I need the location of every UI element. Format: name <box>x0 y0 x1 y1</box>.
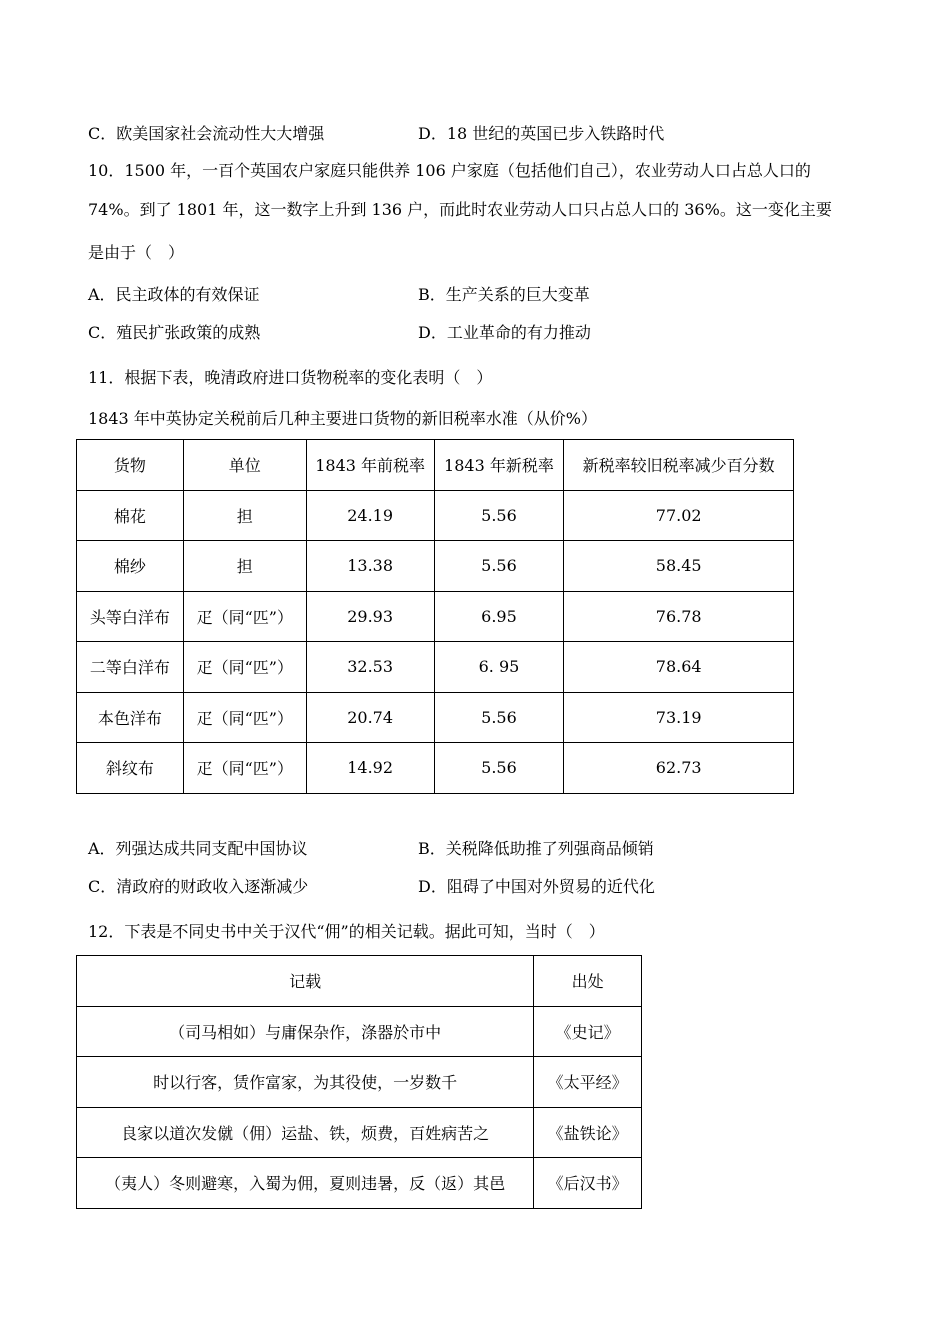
q10-option-d[interactable]: D．工业革命的有力推动 <box>418 323 591 342</box>
table-cell: 《盐铁论》 <box>534 1107 642 1158</box>
q11-options-row-cd <box>88 876 888 898</box>
header-cell: 新税率较旧税率减少百分数 <box>564 440 794 491</box>
table-cell: 5.56 <box>434 743 564 794</box>
q10-options-row-cd <box>88 322 888 344</box>
table-cell: 《太平经》 <box>534 1057 642 1108</box>
table-cell: 78.64 <box>564 642 794 693</box>
table-cell: 棉纱 <box>77 541 184 592</box>
table-row <box>77 591 794 642</box>
table-cell: 76.78 <box>564 591 794 642</box>
table-cell: 疋（同“匹”） <box>183 642 306 693</box>
table-cell: 58.45 <box>564 541 794 592</box>
q10-stem-line3: 是由于（ ） <box>88 243 185 262</box>
table-header-row <box>77 440 794 491</box>
header-cell: 1843 年前税率 <box>306 440 434 491</box>
table-cell: 20.74 <box>306 692 434 743</box>
header-cell: 货物 <box>77 440 184 491</box>
table-cell: 5.56 <box>434 692 564 743</box>
table-cell: 棉花 <box>77 490 184 541</box>
table-cell: 二等白洋布 <box>77 642 184 693</box>
table-row <box>77 490 794 541</box>
q10-stem-line1: 10．1500 年，一百个英国农户家庭只能供养 106 户家庭（包括他们自己），农业劳动人口占总人口的 <box>88 161 811 180</box>
table-cell: 疋（同“匹”） <box>183 743 306 794</box>
header-cell: 记载 <box>77 956 534 1007</box>
q11-stem: 11．根据下表，晚清政府进口货物税率的变化表明（ ） <box>88 368 493 387</box>
table-row <box>77 1057 642 1108</box>
table-cell: 73.19 <box>564 692 794 743</box>
table-row <box>77 1158 642 1209</box>
q10-option-c[interactable]: C．殖民扩张政策的成熟 <box>88 323 261 342</box>
q11-option-c[interactable]: C．清政府的财政收入逐渐减少 <box>88 877 309 896</box>
q10-option-a[interactable]: A．民主政体的有效保证 <box>88 285 260 304</box>
table-cell: （司马相如）与庸保杂作，涤器於市中 <box>77 1006 534 1057</box>
q12-stem: 12．下表是不同史书中关于汉代“佣”的相关记载。据此可知，当时（ ） <box>88 922 605 941</box>
table-cell: 5.56 <box>434 541 564 592</box>
tariff-table <box>76 439 794 794</box>
table-cell: 《后汉书》 <box>534 1158 642 1209</box>
q11-options-row-ab <box>88 838 888 860</box>
table-cell: 24.19 <box>306 490 434 541</box>
table-cell: 担 <box>183 490 306 541</box>
table-cell: 5.56 <box>434 490 564 541</box>
q11-option-d[interactable]: D．阻碍了中国对外贸易的近代化 <box>418 877 655 896</box>
table-cell: 13.38 <box>306 541 434 592</box>
table-cell: 29.93 <box>306 591 434 642</box>
table-cell: 32.53 <box>306 642 434 693</box>
q10-stem-line2: 74%。到了 1801 年，这一数字上升到 136 户，而此时农业劳动人口只占总人口的 36%。这一变化主要 <box>88 200 832 219</box>
han-records-table <box>76 955 642 1209</box>
header-cell: 1843 年新税率 <box>434 440 564 491</box>
table-cell: 62.73 <box>564 743 794 794</box>
table-cell: 6.95 <box>434 591 564 642</box>
table-cell: 6. 95 <box>434 642 564 693</box>
table-row <box>77 692 794 743</box>
table-cell: （夷人）冬则避寒，入蜀为佣，夏则违暑，反（返）其邑 <box>77 1158 534 1209</box>
table-cell: 77.02 <box>564 490 794 541</box>
q11-option-a[interactable]: A．列强达成共同支配中国协议 <box>88 839 308 858</box>
q11-option-b[interactable]: B．关税降低助推了列强商品倾销 <box>418 839 654 858</box>
table-cell: 时以行客，赁作富家，为其役使，一岁数千 <box>77 1057 534 1108</box>
table-cell: 14.92 <box>306 743 434 794</box>
table-cell: 担 <box>183 541 306 592</box>
table-cell: 疋（同“匹”） <box>183 591 306 642</box>
header-cell: 单位 <box>183 440 306 491</box>
table-cell: 本色洋布 <box>77 692 184 743</box>
q9-option-c[interactable]: C．欧美国家社会流动性大大增强 <box>88 124 325 143</box>
q10-option-b[interactable]: B．生产关系的巨大变革 <box>418 285 590 304</box>
table-row <box>77 1006 642 1057</box>
table-row <box>77 743 794 794</box>
header-cell: 出处 <box>534 956 642 1007</box>
q11-table-title: 1843 年中英协定关税前后几种主要进口货物的新旧税率水准（从价%） <box>88 409 598 428</box>
table-cell: 疋（同“匹”） <box>183 692 306 743</box>
table-cell: 《史记》 <box>534 1006 642 1057</box>
table-row <box>77 541 794 592</box>
table-row <box>77 1107 642 1158</box>
q9-options-row-cd <box>88 123 888 145</box>
table-row <box>77 642 794 693</box>
q9-option-d[interactable]: D．18 世纪的英国已步入铁路时代 <box>418 124 665 143</box>
q10-options-row-ab <box>88 284 888 306</box>
table-cell: 良家以道次发僦（佣）运盐、铁，烦费，百姓病苦之 <box>77 1107 534 1158</box>
table-cell: 头等白洋布 <box>77 591 184 642</box>
table-header-row <box>77 956 642 1007</box>
table-cell: 斜纹布 <box>77 743 184 794</box>
